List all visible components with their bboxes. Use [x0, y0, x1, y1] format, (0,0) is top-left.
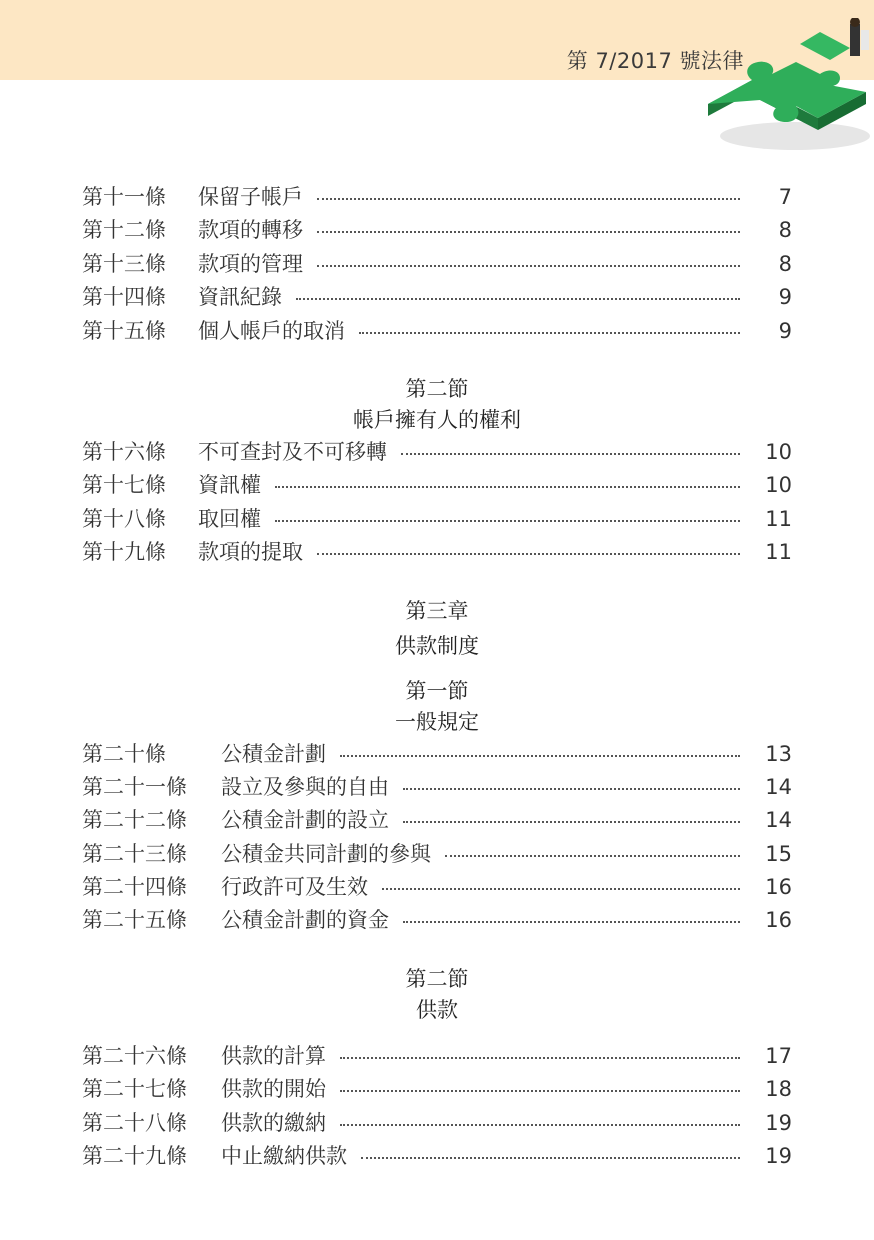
leader-dots	[296, 297, 740, 300]
article-number: 第十八條	[82, 506, 166, 531]
law-title: 第 7/2017 號法律	[566, 49, 744, 73]
toc-entry[interactable]	[82, 838, 792, 871]
page-number: 16	[765, 908, 792, 933]
section-name: 一般規定	[395, 709, 479, 734]
article-title: 公積金計劃	[221, 741, 326, 766]
article-title: 行政許可及生效	[221, 875, 368, 900]
article-number: 第二十條	[82, 741, 166, 766]
article-title: 款項的管理	[198, 251, 303, 276]
article-title: 供款的開始	[221, 1077, 326, 1102]
page-number: 19	[765, 1144, 792, 1169]
toc-entry[interactable]	[82, 871, 792, 904]
article-number: 第二十四條	[82, 875, 187, 900]
article-title: 公積金計劃的設立	[221, 808, 389, 833]
page-number: 16	[765, 875, 792, 900]
page-number: 13	[765, 741, 792, 766]
page-number: 11	[765, 506, 792, 531]
article-number: 第二十九條	[82, 1144, 187, 1169]
leader-dots	[317, 264, 740, 267]
article-title: 款項的提取	[198, 540, 303, 565]
article-number: 第十一條	[82, 185, 166, 209]
leader-dots	[317, 197, 740, 200]
section-label: 第一節	[405, 678, 469, 703]
page-number: 17	[765, 1043, 792, 1068]
leader-dots	[403, 820, 740, 823]
toc-entry[interactable]	[82, 771, 792, 804]
leader-dots	[275, 485, 740, 488]
toc-entry[interactable]	[82, 503, 792, 536]
page-number: 11	[765, 540, 792, 565]
toc-entry[interactable]	[82, 248, 792, 281]
toc-entry[interactable]	[82, 1040, 792, 1073]
page-number: 10	[765, 473, 792, 498]
page-number: 10	[765, 439, 792, 464]
section-name: 帳戶擁有人的權利	[353, 407, 521, 432]
toc-entry[interactable]	[82, 536, 792, 569]
article-title: 個人帳戶的取消	[198, 318, 345, 343]
toc-entry[interactable]	[82, 436, 792, 469]
chapter-label: 第三章	[405, 598, 469, 623]
chapter-name: 供款制度	[395, 633, 479, 658]
article-title: 供款的繳納	[221, 1110, 326, 1135]
article-number: 第二十一條	[82, 774, 187, 799]
toc-entry[interactable]	[82, 1073, 792, 1106]
puzzle-piece-illustration	[700, 18, 874, 158]
toc-entry[interactable]	[82, 1107, 792, 1140]
toc-entry[interactable]	[82, 181, 792, 214]
leader-dots	[340, 1089, 740, 1092]
article-number: 第二十八條	[82, 1110, 187, 1135]
article-title: 供款的計算	[221, 1043, 326, 1068]
leader-dots	[445, 854, 740, 857]
article-title: 資訊權	[198, 473, 261, 498]
page-number: 8	[778, 218, 792, 243]
toc-entry[interactable]	[82, 315, 792, 348]
toc-entry[interactable]	[82, 214, 792, 247]
article-number: 第十六條	[82, 439, 166, 464]
article-number: 第二十五條	[82, 908, 187, 933]
leader-dots	[340, 1056, 740, 1059]
article-title: 公積金計劃的資金	[221, 908, 389, 933]
toc-entry[interactable]	[82, 804, 792, 837]
article-title: 保留子帳戶	[198, 185, 303, 209]
article-title: 資訊紀錄	[198, 285, 282, 310]
section-label: 第二節	[405, 966, 469, 991]
article-number: 第二十二條	[82, 808, 187, 833]
article-title: 不可查封及不可移轉	[198, 439, 387, 464]
page-number: 8	[778, 251, 792, 276]
article-title: 公積金共同計劃的參與	[221, 841, 431, 866]
article-title: 取回權	[198, 506, 261, 531]
toc-entry[interactable]	[82, 1140, 792, 1173]
leader-dots	[340, 1123, 740, 1126]
page-number: 9	[778, 318, 792, 343]
article-number: 第二十三條	[82, 841, 187, 866]
toc-entry[interactable]	[82, 281, 792, 314]
article-number: 第十四條	[82, 285, 166, 310]
leader-dots	[401, 452, 740, 455]
article-number: 第二十六條	[82, 1043, 187, 1068]
leader-dots	[359, 331, 740, 334]
article-number: 第二十七條	[82, 1077, 187, 1102]
article-title: 款項的轉移	[198, 218, 303, 243]
leader-dots	[275, 519, 740, 522]
leader-dots	[361, 1156, 740, 1159]
page-number: 9	[778, 285, 792, 310]
section-name: 供款	[416, 997, 458, 1022]
page-number: 7	[778, 185, 792, 209]
section-label: 第二節	[405, 376, 469, 401]
leader-dots	[340, 754, 740, 757]
article-title: 中止繳納供款	[221, 1144, 347, 1169]
table-of-contents	[82, 181, 792, 1173]
article-number: 第十七條	[82, 473, 166, 498]
toc-entry[interactable]	[82, 738, 792, 771]
page-number: 19	[765, 1110, 792, 1135]
article-number: 第十二條	[82, 218, 166, 243]
toc-entry[interactable]	[82, 469, 792, 502]
leader-dots	[382, 887, 740, 890]
page-number: 14	[765, 774, 792, 799]
page-number: 15	[765, 841, 792, 866]
leader-dots	[403, 787, 740, 790]
article-title: 設立及參與的自由	[221, 774, 389, 799]
leader-dots	[317, 230, 740, 233]
article-number: 第十九條	[82, 540, 166, 565]
article-number: 第十五條	[82, 318, 166, 343]
page-number: 18	[765, 1077, 792, 1102]
leader-dots	[317, 552, 740, 555]
article-number: 第十三條	[82, 251, 166, 276]
page-number: 14	[765, 808, 792, 833]
toc-entry[interactable]	[82, 904, 792, 937]
leader-dots	[403, 920, 740, 923]
